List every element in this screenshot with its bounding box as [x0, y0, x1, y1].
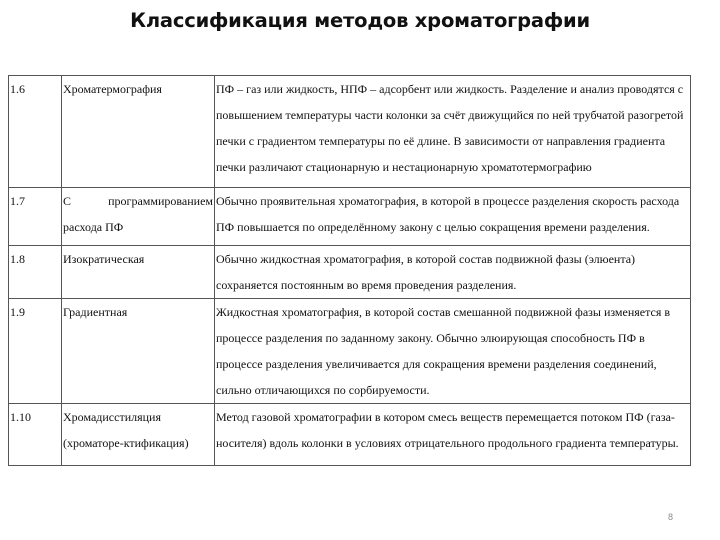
row-number: 1.8: [9, 246, 62, 299]
method-description: Метод газовой хроматографии в котором смесь веществ перемещается потоком ПФ (газа-носителя) вдоль колонки в условиях отрицательного продольного градиента температуры.: [215, 404, 691, 466]
row-number: 1.6: [9, 76, 62, 188]
method-name: Хроматермография: [62, 76, 215, 188]
row-number: 1.10: [9, 404, 62, 466]
row-number: 1.7: [9, 188, 62, 246]
table-row: [9, 76, 691, 188]
table-row: [9, 246, 691, 299]
method-description: Обычно проявительная хроматография, в которой в процессе разделения скорость расхода ПФ повышается по определённому закону с целью сокращения времени разделения.: [215, 188, 691, 246]
table-row: [9, 299, 691, 404]
method-description: Обычно жидкостная хроматография, в которой состав подвижной фазы (элюента) сохраняется постоянным во время проведения разделения.: [215, 246, 691, 299]
method-description: Жидкостная хроматография, в которой состав смешанной подвижной фазы изменяется в процессе разделения по заданному закону. Обычно элюирующая способность ПФ в процессе разделения увеличивается для сокращения времени разделения соединений, сильно отличающихся по сорбируемости.: [215, 299, 691, 404]
method-description: ПФ – газ или жидкость, НПФ – адсорбент или жидкость. Разделение и анализ проводятся с повышением температуры части колонки за счёт движущийся по ней трубчатой разогретой печки с градиентом температуры по её длине. В зависимости от направления градиента печки различают стационарную и нестационарную хроматотермографию: [215, 76, 691, 188]
table-row: [9, 188, 691, 246]
page-number: 8: [668, 512, 674, 522]
method-name: С программированием расхода ПФ: [62, 188, 215, 246]
table-row: [9, 404, 691, 466]
slide-title: Классификация методов хроматографии: [130, 9, 590, 32]
method-name: Изократическая: [62, 246, 215, 299]
method-name: Градиентная: [62, 299, 215, 404]
method-name: Хромадисстиляция (хроматоре-ктификация): [62, 404, 215, 466]
methods-table: [8, 75, 691, 466]
row-number: 1.9: [9, 299, 62, 404]
